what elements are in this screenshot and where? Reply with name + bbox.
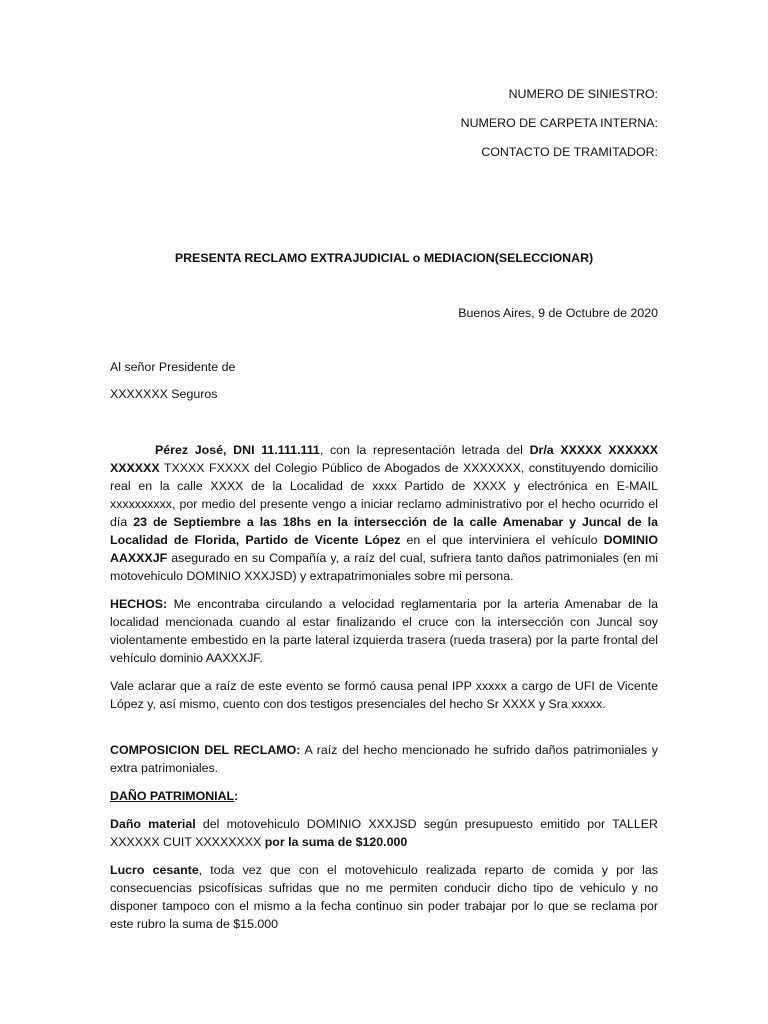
composicion-paragraph [110,741,658,777]
hechos-text: Me encontraba circulando a velocidad reglamentaria por la arteria Amenabar de la localidad mencionada cuando al estar finalizando el cruce con la intersección con Juncal soy violentamente embestido en la parte lateral izquierda trasera (rueda trasera) por la parte frontal del vehículo dominio AAXXXJF. [110,597,658,665]
spacer [110,723,658,741]
claimant-name: Pérez José, DNI 11.111.111 [155,443,320,457]
claim-number-label: NUMERO DE SINIESTRO: [508,87,658,101]
internal-folder-label: NUMERO DE CARPETA INTERNA: [460,116,658,130]
composicion-label: COMPOSICION DEL RECLAMO: [110,743,301,757]
dano-label: DAÑO PATRIMONIAL [110,789,235,803]
vale-paragraph: Vale aclarar que a raíz de este evento se formó causa penal IPP xxxxx a cargo de UFI de Vicente López y, así mismo, cuento con dos testigos presenciales del hecho Sr XXXX y Sra xxxxx. [110,679,658,711]
intro-text-3: en el que interviniera el vehículo [400,533,604,547]
addressee-block [110,358,235,412]
hechos-paragraph [110,595,658,667]
incident-details: 23 de Septiembre a las 18hs en la intersección de la calle Amenabar y Juncal de la Localidad de Florida, Partido de Vicente López [110,515,658,547]
intro-text-1: , con la representación letrada del [319,443,530,457]
dano-heading [110,787,658,805]
dano-colon: : [234,789,239,803]
addressee-line-1: Al señor Presidente de [110,360,236,374]
intro-text-4: asegurado en su Compañía y, a raíz del cual, sufriera tanto daños patrimoniales (en mi motovehiculo DOMINIO XXXJSD) y extrapatrimoniales sobre mi persona. [110,551,658,583]
material-text: del motovehiculo DOMINIO XXXJSD según presupuesto emitido por TALLER XXXXXX CUIT XXXXXXXX [110,817,658,849]
lawyer-name: Dr/a XXXXX XXXXXX XXXXXX [110,443,658,475]
lucro-label: Lucro cesante [110,863,199,877]
header-block [461,86,658,173]
material-amount: por la suma de $120.000 [264,835,408,849]
vehicle-domain: DOMINIO AAXXXJF [110,533,658,565]
document-date: Buenos Aires, 9 de Octubre de 2020 [458,306,658,320]
composicion-text: A raíz del hecho mencionado he sufrido daños patrimoniales y extra patrimoniales. [110,743,658,775]
intro-paragraph [110,441,658,585]
material-label: Daño material [110,817,196,831]
processor-contact-label: CONTACTO DE TRAMITADOR: [481,145,658,159]
lucro-paragraph [110,861,658,933]
document-title: PRESENTA RECLAMO EXTRAJUDICIAL o MEDIACION(SELECCIONAR) [174,251,594,265]
lucro-text: , toda vez que con el motovehiculo realizada reparto de comida y por las consecuencias psicofísicas sufridas que no me permiten conducir dicho tipo de vehiculo y no disponer tampoco con el mismo a la fecha continuo sin poder trabajar por lo que se reclama por este rubro la suma de $15.000 [110,863,658,931]
material-paragraph [110,815,658,851]
intro-text-2: TXXXX FXXXX del Colegio Público de Abogados de XXXXXXX, constituyendo domicilio real en la calle XXXX de la Localidad de xxxx Partido de XXXX y electrónica en E-MAIL xxxxxxxxxx, por medio del presente vengo a iniciar reclamo administrativo por el hecho ocurrido el día [110,461,658,529]
hechos-label: HECHOS: [110,597,168,611]
addressee-line-2: XXXXXXX Seguros [110,387,218,401]
document-body [110,441,658,943]
